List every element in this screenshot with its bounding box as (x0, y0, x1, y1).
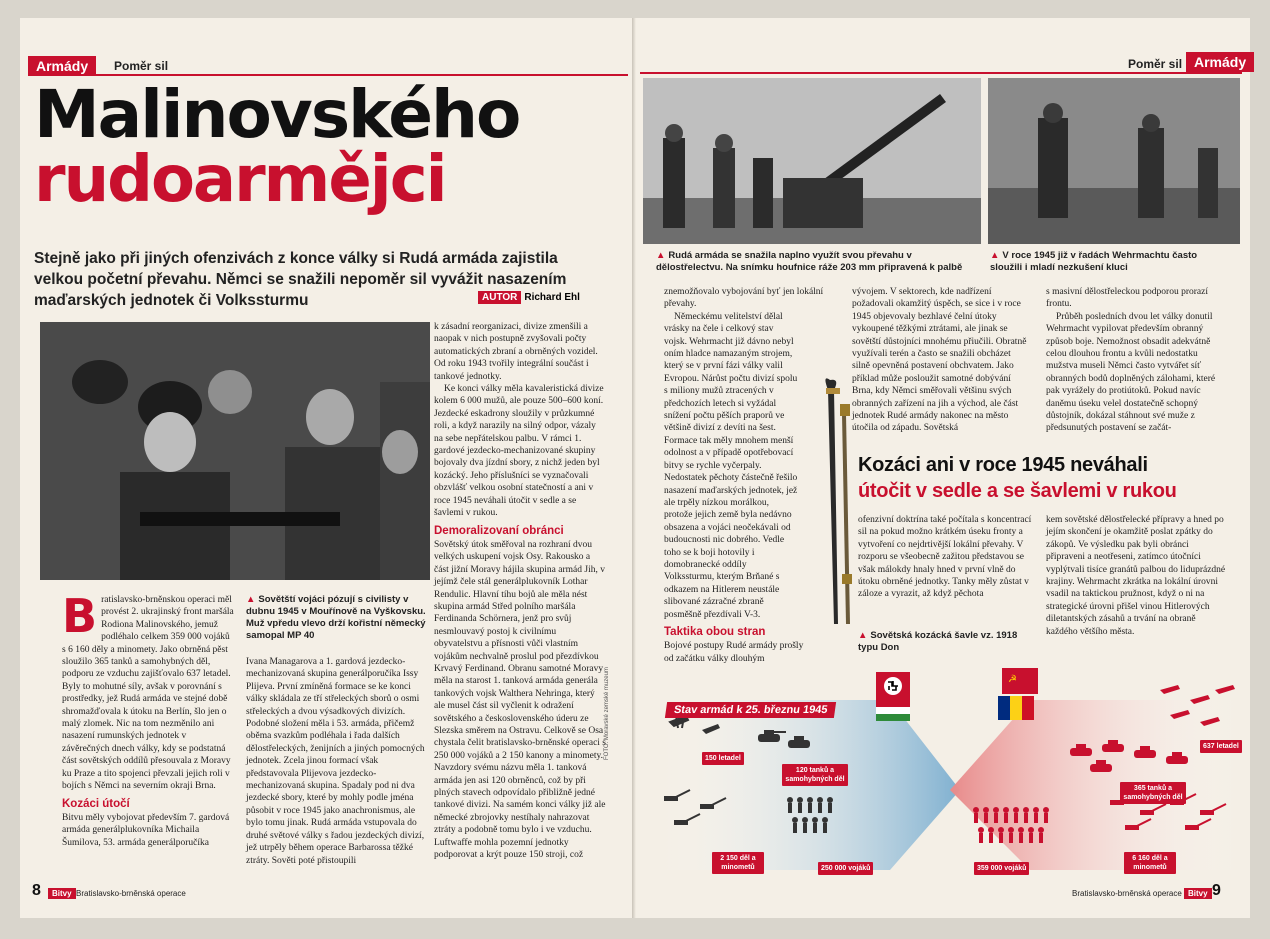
svg-text:☭: ☭ (1008, 674, 1017, 685)
col4-p3: Bojové postupy Rudé armády prošly od začátku války dlouhým (664, 641, 804, 664)
col5-p1: vývojem. V sektorech, kde nadřízení požadovali okamžitý úspěch, se sice i v roce 1945 objevovaly bezhlavé čelní útoky vykoupené těžkými ztrátami, ale jinak se sovětští důstojníci mnohému přiučili. Obratně využívali terén a často se snažili obcházet silně opevněná postavení obchvatem. Jako příklad může posloužit samotné dobývání Brna, kdy Němci směřovali většinu svých obranných zařízení na jih a východ, ale část jednotek Rudé armády nakonec na město útočila od západu. Sovětská (852, 287, 1027, 434)
footer-mag-tag-left: Bitvy (48, 888, 76, 899)
badge-axis-aircraft: 150 letadel (702, 752, 744, 765)
howitzer-caption: ▲ Rudá armáda se snažila naplno využít svou převahu v dělostřelectvu. Na snímku houfnice ráže 203 mm připravená k palbě (656, 250, 963, 273)
subheading-demoralizovani: Demoralizovaní obránci (434, 524, 564, 537)
footer-topic-left: Bratislavsko-brněnská operace (76, 889, 186, 898)
badge-soviet-guns: 6 160 děl a minometů (1124, 852, 1176, 874)
column-3 (434, 321, 606, 861)
saber-caption: ▲ Sovětská kozácká šavle vz. 1918 typu Don (858, 630, 1018, 653)
photo-young-soldiers (988, 78, 1240, 244)
infographic-title: Stav armád k 25. březnu 1945 (665, 702, 837, 718)
main-photo-soldiers (40, 322, 430, 580)
spine (632, 18, 636, 918)
caption-chevron-icon: ▲ (656, 250, 666, 261)
author-name: Richard Ehl (524, 292, 580, 303)
col3-p3: Sovětský útok směřoval na rozhraní dvou velkých uskupení vojsk Osy. Rakousko a část jižní Moravy hájila skupina armád Jih, v jejímž čele stál generálplukovník Lothar Rendulic. Hlavní tíhu bojů ale měla nést skupina armád Střed polního maršála Ferdinanda Schörnera, jenž pro svůj nesmlouvavý postoj k civilnímu obyvatelstvu a přísnosti vůči vlastním vojákům nechvalně proslul pod přezdívkou Krvavý Ferdinand. Obranu samotné Moravy měla na starost 1. tanková armáda generála tankových vojsk Walthera Nehringa, který ale musel část sil vyčlenit k odražení sovětského a československého úderu ze Slezska směrem na Ostravu. Celkově se Osa chystala čelit bratislavsko-brněnské operaci s 250 000 vojáků a 2 150 kanony a minomety. Navzdory svému názvu měla 1. tanková armáda jen asi 120 obrněnců, což by při plných stavech odpovídalo přibližně jedné tankové divizi. Na samém konci války již ale německé zbrojovky nestíhaly nahrazovat ztráty a podobně tomu bylo i ve vzduchu. Luftwaffe mohla pozemní jednotky podporovat a krýt pouze 150 stroji, což (434, 539, 606, 861)
subheading-kozaci-utoci: Kozáci útočí (62, 797, 130, 810)
caption-chevron-icon: ▲ (990, 250, 1000, 261)
col4-p1: znemožňovalo vybojování byť jen lokální převahy. (664, 287, 824, 310)
dropcap: B (62, 589, 98, 643)
main-photo-caption: ▲ Sovětští vojáci pózují s civilisty v dubnu 1945 v Mouřínově na Vyškovsku. Muž vpředu vlevo drží kořistní německý samopal MP 40 (246, 594, 426, 641)
mid-headline-line1: Kozáci ani v roce 1945 neváhali (858, 454, 1148, 476)
badge-soviet-tanks: 365 tanků a samohybných děl (1120, 782, 1186, 804)
badge-soviet-aircraft: 637 letadel (1200, 740, 1242, 753)
page-number-left: 8 (32, 882, 41, 899)
badge-axis-guns: 2 150 děl a minometů (712, 852, 764, 874)
subheading-taktika: Taktika obou stran (664, 625, 766, 638)
headline-line2: rudoarmějci (34, 143, 446, 217)
footer-topic-right: Bratislavsko-brněnská operace (1072, 889, 1182, 898)
badge-soviet-soldiers: 359 000 vojáků (974, 862, 1029, 875)
badge-axis-soldiers: 250 000 vojáků (818, 862, 873, 875)
badge-axis-tanks: 120 tanků a samohybných děl (782, 764, 848, 786)
col6-p2: Průběh posledních dvou let války donutil Wehrmacht vypilovat především obranný způsob boje. Nemožnost obsadit adekvátně celou dlouhou frontu a kvůli nedostatku mužstva museli Němci často vytvářet síť obranných bodů doplněných zálohami, které pak vyrážely do protiútoků. Pokud navíc daněmu úseku velel dostatečně schopný důstojník, dokázal stáhnout své muže z předsunutých postavení se začát- (1046, 311, 1216, 434)
headline-line1: Malinovského (34, 76, 520, 153)
footer-mag-tag-right: Bitvy (1184, 888, 1212, 899)
col1-p1: ratislavsko-brněnskou operaci měl provést 2. ukrajinský front maršála Rodiona Malinovského, jemuž podléhalo celkem 359 000 vojáků s 6 160 děly a minomety. Jako obrněná pěst sloužilo 365 tanků a samohybných děl, podporu ze vzduchu zajišťovalo 637 letadel. Byly to mohutné síly, avšak v porovnání s prostředky, jež Rudá armáda ve stejné době shromažďovala k útoku na Berlín, šlo jen o malý zlomek. Nic na tom nezměnilo ani nasazení rumunských jednotek v závěrečných dnech války, kdy se podstatná část sovětských oddílů přesouvala z Moravy ku Praze a tito spojenci převzali jejich roli v bojích s Němci na severním okraji Brna. (62, 595, 234, 792)
infographic-graphic (640, 660, 1246, 880)
subsection-left: Poměr sil (114, 59, 169, 73)
col4-p2: Německému velitelství dělal vrásky na čele i celkový stav vojsk. Wehrmacht již dávno nebyl oním hladce namazaným strojem, který se v první fázi války valil Evropou. Nárůst počtu divizí spolu s miliony mužů ztracených v předchozích letech si vyžádal snížení počtu pěších praporů ve většině divizí z devíti na šest. Formace tak měly mnohem menší odolnost a v případě opotřebovací bitvy se rychle vyčerpaly. Nedostatek pěchoty částečně řešilo nasazení maďarských jednotek, jež ale trpěly nízkou morálkou, protože jejich země byla nedávno obsazena a vojáci neočekávali od budoucnosti nic dobrého. Vedle toho se k boji hotovily i domobranecké oddíly Volkssturmu, kterým Brňané s odkazem na Hitlerem neustále slibované zázračné zbraně posměšně přezdívali V-3. (664, 311, 798, 620)
caption-chevron-icon: ▲ (858, 630, 868, 641)
caption-chevron-icon: ▲ (246, 594, 256, 605)
header-rule-right (640, 72, 1242, 74)
col8-p1: kem sovětské dělostřelecké přípravy a hned po jejím skončení je okamžitě poslat zpátky do zákopů. Ve výsledku pak byli obránci připraveni a neotřeseni, zatímco útočníci vyplýtvali tisíce granátů palbou do liduprázdné krajiny. Wehrmacht zkrátka na lokální úrovni vsadil na taktickou pružnost, když o ni na strategické úrovni přišel vinou Hitlerových diletantských zásahů a trvání na obraně každého většího města. (1046, 515, 1226, 637)
young-soldiers-caption: ▲ V roce 1945 již v řadách Wehrmachtu často sloužili i mladí nezkušení kluci (990, 250, 1198, 273)
col7-p1: ofenzivní doktrína také počítala s koncentrací sil na pokud možno krátkém úseku fronty a vytvoření co nejdrtivější lokální převahy. V rozporu se všeobecně zažitou představou se však málokdy hnaly hned v první vlně do útoku obrněné jednotky. Tanky měly zůstat v záloze a vyrazit, až když pěchota (858, 515, 1032, 600)
section-tag-left: Armády (28, 56, 96, 76)
column-1 (62, 589, 235, 849)
column-8 (1046, 514, 1228, 638)
col3-p2: Ke konci války měla kavaleristická divize kolem 6 000 mužů, ale pouze 500–600 koní. Jezdecké eskadrony sloužily v průzkumné roli, a když narazily na silný odpor, vázaly na sebe nepřátelskou palbu. V rámci 1. gardové jezdecko-mechanizované skupiny bojovaly dva jízdní sbory, z nichž jeden byl kozácký. Jeho příslušníci se vyznačovali obzvlášť velkou osobní statečností a ani v roce 1945 neváhali útočit v sedle a se šavlemi v rukou. (434, 384, 604, 519)
page-number-right: 9 (1212, 882, 1221, 899)
section-tag-right: Armády (1186, 52, 1254, 72)
photo-howitzer (643, 78, 981, 244)
subsection-right: Poměr sil (1128, 57, 1183, 71)
col6-p1: s masivní dělostřeleckou podporou prorazí frontu. (1046, 287, 1208, 310)
mid-headline-line2: útočit v sedle a se šavlemi v rukou (858, 480, 1177, 502)
col1-p2: Bitvu měly vybojovat především 7. gardová armáda generálplukovníka Michaila Šumilova, 53. armáda generálporučíka (62, 812, 230, 848)
col2-p1: Ivana Managarova a 1. gardová jezdecko-mechanizovaná skupina generálporučíka Issy Plijeva. První zmíněná formace se ke konci války skládala ze tří střeleckých sborů o osmi střeleckých a dvou výsadkových divizích. Podobné složení měla i 53. armáda, přičemž oběma svazkům podléhala i řada dalších dělostřeleckých, ženijních a jiných pomocných jednotek. Zcela jinou formací však představovala Plijevova jezdecko-mechanizovaná skupina. Spadaly pod ni dva jezdecké sbory, které by mohly podle jména působit v roce 1945 jako anachronismus, ale bylo tomu jinak. Rudá armáda vstupovala do druhé světové války s řadou jezdeckých divizí, jež utrpěly během operace Barbarossa těžké ztráty. Sověti poté přistoupili (246, 657, 425, 866)
byline (478, 292, 580, 303)
column-6 (1046, 286, 1226, 435)
column-5 (852, 286, 1030, 435)
infographic (640, 660, 1246, 880)
column-7 (858, 514, 1036, 601)
column-2 (246, 656, 426, 867)
author-tag: AUTOR (478, 291, 521, 304)
lead-paragraph: Stejně jako při jiných ofenzivách z konce války si Rudá armáda zajistila velkou početní převahu. Němci se snažili nepoměr sil vyvážit nasazením maďarských jednotek či Volkssturmu (34, 250, 567, 309)
photo-credit: FOTO: Moravské zemské muzeum (604, 667, 610, 760)
col3-p1: k zásadní reorganizaci, divize zmenšili a naopak v nich postupně zvyšovali počty automatických zbraní a obrněných vozidel. Od roku 1943 tvořily integrální součást i tankové jednotky. (434, 322, 598, 382)
